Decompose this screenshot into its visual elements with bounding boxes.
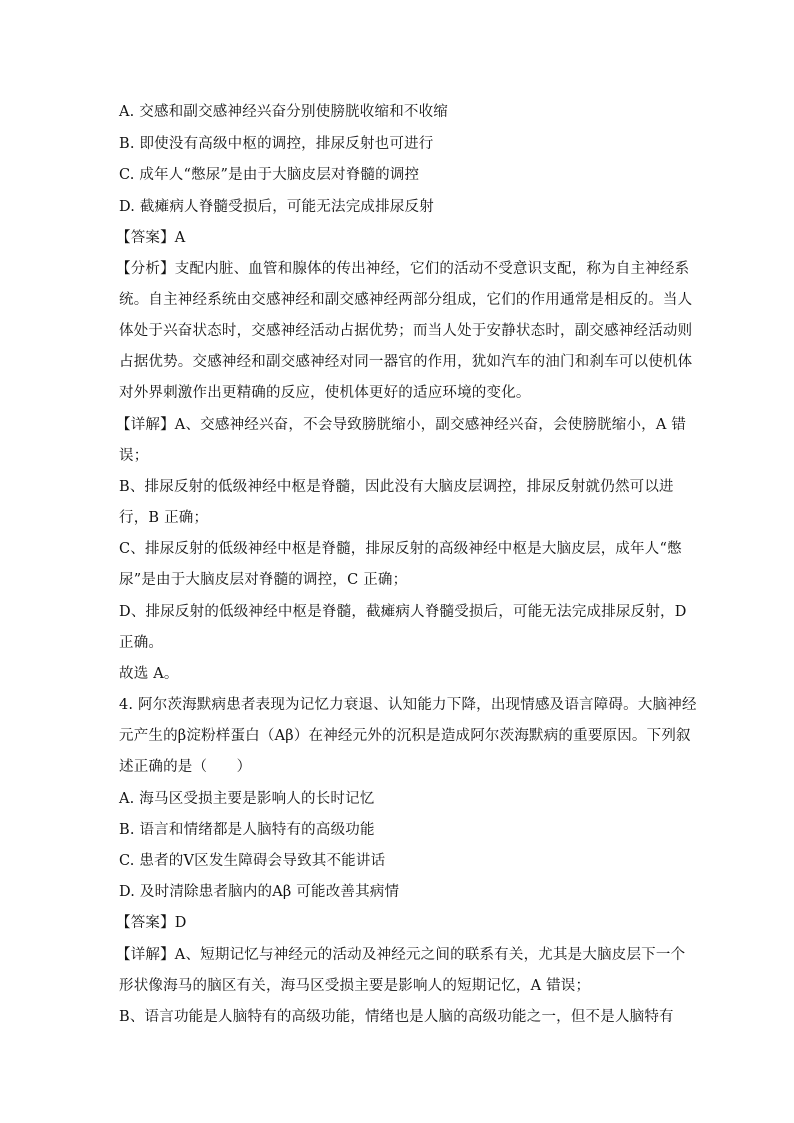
q3-option-c: C. 成年人“憋尿”是由于大脑皮层对脊髓的调控 bbox=[119, 167, 420, 183]
q4-option-b: B. 语言和情绪都是人脑特有的高级功能 bbox=[119, 822, 375, 838]
q3-detail-line: 行，B 正确； bbox=[119, 510, 209, 526]
q4-stem-line: 元产生的β淀粉样蛋白（Aβ）在神经元外的沉积是造成阿尔茨海默病的重要原因。下列叙 bbox=[119, 728, 691, 744]
q4-detail-line: B、语言功能是人脑特有的高级功能，情绪也是人脑的高级功能之一，但不是人脑特有 bbox=[119, 1009, 674, 1025]
q4-option-d: D. 及时清除患者脑内的Aβ 可能改善其病情 bbox=[119, 884, 400, 900]
q4-stem-line: 4. 阿尔茨海默病患者表现为记忆力衰退、认知能力下降，出现情感及语言障碍。大脑神经 bbox=[119, 697, 697, 713]
q3-detail-line: D、排尿反射的低级神经中枢是脊髓，截瘫病人脊髓受损后，可能无法完成排尿反射，D bbox=[119, 604, 687, 620]
q3-detail-line: C、排尿反射的低级神经中枢是脊髓，排尿反射的高级神经中枢是大脑皮层，成年人“憋 bbox=[119, 541, 682, 557]
q3-detail-line: 正确。 bbox=[119, 635, 164, 651]
q3-detail-line: 【详解】A、交感神经兴奋，不会导致膀胱缩小，副交感神经兴奋，会使膀胱缩小，A 错 bbox=[116, 417, 687, 433]
q3-option-a: A. 交感和副交感神经兴奋分别使膀胱收缩和不收缩 bbox=[119, 104, 448, 120]
q4-stem-line: 述正确的是（ ） bbox=[119, 759, 252, 775]
q3-analysis-line: 占据优势。交感神经和副交感神经对同一器官的作用，犹如汽车的油门和刹车可以使机体 bbox=[119, 354, 693, 370]
q3-option-d: D. 截瘫病人脊髓受损后，可能无法完成排尿反射 bbox=[119, 199, 434, 215]
q3-detail-line: 故选 A。 bbox=[119, 666, 179, 682]
q4-detail-line: 【详解】A、短期记忆与神经元的活动及神经元之间的联系有关，尤其是大脑皮层下一个 bbox=[116, 947, 686, 963]
q3-analysis-line: 【分析】支配内脏、血管和腺体的传出神经，它们的活动不受意识支配，称为自主神经系 bbox=[116, 261, 690, 277]
q4-detail-line: 形状像海马的脑区有关，海马区受损主要是影响人的短期记忆，A 错误； bbox=[119, 978, 591, 994]
q3-detail-line: 误； bbox=[119, 448, 149, 464]
q3-analysis-line: 对外界刺激作出更精确的反应，使机体更好的适应环境的变化。 bbox=[119, 385, 531, 401]
q3-detail-line: 尿”是由于大脑皮层对脊髓的调控，C 正确； bbox=[119, 572, 408, 588]
q4-option-a: A. 海马区受损主要是影响人的长时记忆 bbox=[119, 791, 375, 807]
q4-option-c: C. 患者的Ⅴ区发生障碍会导致其不能讲话 bbox=[119, 853, 386, 869]
q3-analysis-line: 体处于兴奋状态时，交感神经活动占据优势；而当人处于安静状态时，副交感神经活动则 bbox=[119, 323, 693, 339]
q3-answer: 【答案】A bbox=[116, 230, 186, 246]
q3-detail-line: B、排尿反射的低级神经中枢是脊髓，因此没有大脑皮层调控，排尿反射就仍然可以进 bbox=[119, 479, 674, 495]
q3-analysis-line: 统。自主神经系统由交感神经和副交感神经两部分组成，它们的作用通常是相反的。当人 bbox=[119, 292, 693, 308]
q3-option-b: B. 即使没有高级中枢的调控，排尿反射也可进行 bbox=[119, 136, 434, 152]
q4-answer: 【答案】D bbox=[116, 915, 187, 931]
